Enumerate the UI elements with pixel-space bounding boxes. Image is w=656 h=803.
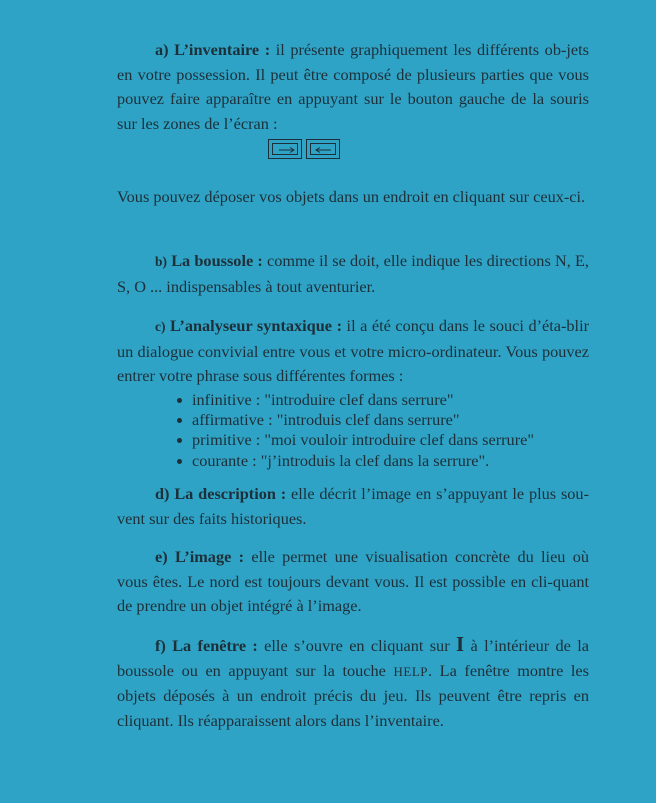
list-item <box>177 430 534 450</box>
list-item <box>177 390 534 410</box>
text-boussole: comme il se doit, elle indique les directions N, E, S, O ... indispensables à tout aventurier. <box>117 251 589 296</box>
scroll-right-button[interactable] <box>268 139 302 159</box>
section-inventaire <box>117 38 589 136</box>
arrow-right-icon <box>269 140 303 160</box>
forme-primitive: primitive : "moi vouloir introduire clef dans serrure" <box>192 430 534 450</box>
scroll-left-button[interactable] <box>306 139 340 159</box>
bullet-icon <box>177 398 182 403</box>
info-glyph: I <box>455 632 465 656</box>
heading-fenetre: f) La fenêtre : <box>155 636 258 655</box>
formes-list <box>177 390 534 471</box>
heading-image: e) L’image : <box>155 547 245 566</box>
list-item <box>177 451 534 471</box>
arrow-left-icon <box>307 140 341 160</box>
section-analyseur <box>117 314 589 389</box>
section-boussole <box>117 249 589 299</box>
section-image <box>117 545 589 619</box>
bullet-icon <box>177 438 182 443</box>
heading-analyseur-title: L’analyseur syntaxique : <box>165 316 342 335</box>
section-fenetre <box>117 634 589 733</box>
list-item <box>177 410 534 430</box>
heading-boussole-title: La boussole : <box>167 251 263 270</box>
forme-infinitive: infinitive : "introduire clef dans serrure" <box>192 390 454 409</box>
heading-boussole-letter: b) <box>155 254 168 269</box>
text-description: elle décrit l’image en s’appuyant le plus sou-vent sur des faits historiques. <box>117 484 589 528</box>
forme-courante: courante : "j’introduis la clef dans la serrure". <box>192 450 490 470</box>
heading-analyseur-letter: c) <box>155 319 166 334</box>
text-inventaire: il présente graphiquement les différents ob-jets en votre possession. Il peut être composé de plusieurs parties que vous pouvez faire apparaître en appuyant sur le bouton gauche de la souris sur les zones de l’écran : <box>117 40 589 133</box>
heading-boussole <box>155 251 263 270</box>
heading-analyseur <box>155 316 342 335</box>
help-key: HELP <box>393 663 428 679</box>
text-image: elle permet une visualisation concrète du lieu où vous êtes. Le nord est toujours devant vous. Il est possible en cli-quant de prendre un objet intégré à l’image. <box>117 547 590 615</box>
inventory-scroll-buttons <box>268 139 340 159</box>
text-fenetre-2: à l’intérieur de la boussole ou en appuyant sur la touche <box>117 636 589 680</box>
bullet-icon <box>177 418 182 423</box>
text-fenetre-3: . La fenêtre montre les objets déposés à un endroit précis du jeu. Ils peuvent être repris en cliquant. Ils réapparaissent alors dans l’inventaire. <box>117 660 589 730</box>
bullet-icon <box>177 459 182 464</box>
heading-description: d) La description : <box>155 484 287 503</box>
section-description <box>117 482 589 531</box>
heading-inventaire: a) L’inventaire : <box>155 40 271 59</box>
forme-affirmative: affirmative : "introduis clef dans serrure" <box>192 410 460 430</box>
text-deposer: Vous pouvez déposer vos objets dans un endroit en cliquant sur ceux-ci. <box>117 187 586 206</box>
text-fenetre-1: elle s’ouvre en cliquant sur <box>257 636 456 655</box>
text-analyseur: il a été conçu dans le souci d’éta-blir un dialogue convivial entre vous et votre micro-ordinateur. Vous pouvez entrer votre phrase sous différentes formes : <box>117 316 590 385</box>
